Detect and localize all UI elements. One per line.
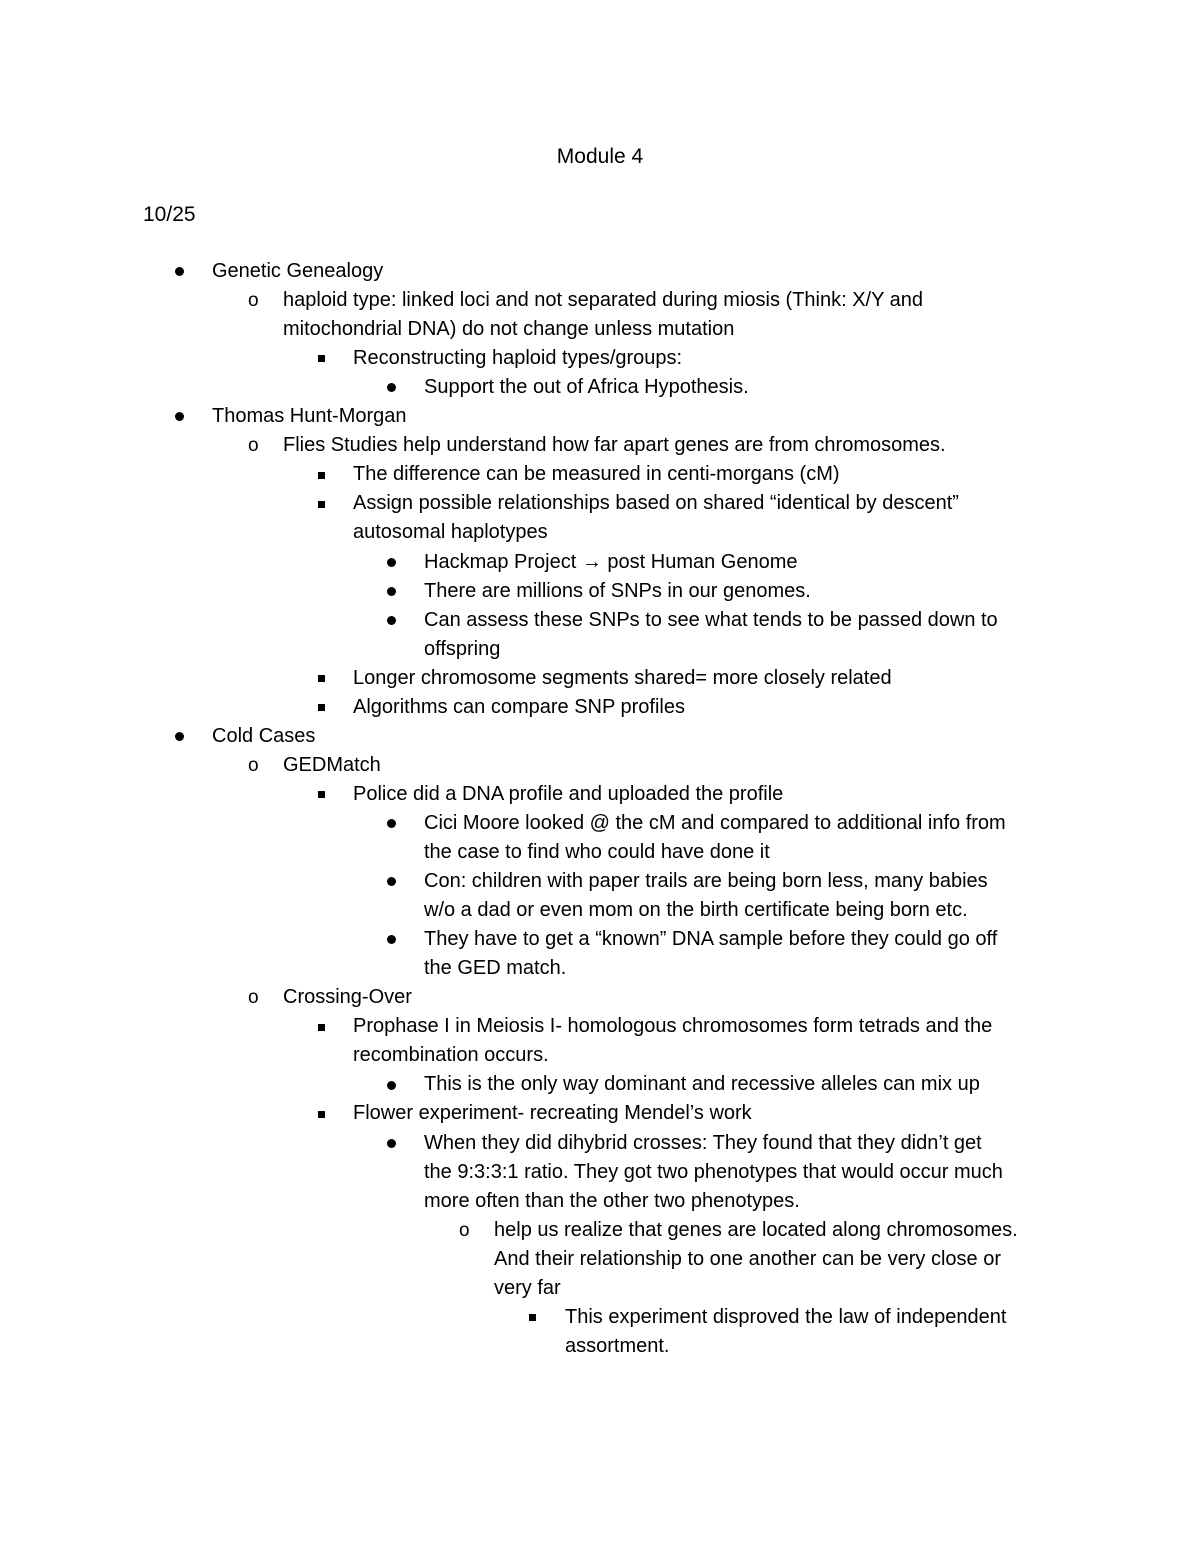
page-title: Module 4 bbox=[556, 145, 644, 168]
outline-line-level-3: Longer chromosome segments shared= more closely related bbox=[353, 666, 892, 689]
outline-line-level-2: Flies Studies help understand how far apart genes are from chromosomes. bbox=[283, 434, 946, 457]
outline-line-level-3: Flower experiment- recreating Mendel’s work bbox=[353, 1102, 752, 1125]
outline-line-level-4: This is the only way dominant and recessive alleles can mix up bbox=[424, 1073, 980, 1096]
bullet-square-icon bbox=[318, 1012, 325, 1041]
outline-line-level-4: Can assess these SNPs to see what tends to be passed down to bbox=[424, 608, 998, 631]
bullet-disc-icon bbox=[175, 722, 184, 751]
bullet-square-icon bbox=[529, 1303, 536, 1332]
bullet-square-icon bbox=[318, 664, 325, 693]
bullet-square-icon bbox=[318, 780, 325, 809]
bullet-disc-icon bbox=[175, 257, 184, 286]
bullet-disc-icon bbox=[387, 1070, 396, 1099]
bullet-circle-icon: o bbox=[459, 1219, 470, 1241]
outline-line-level-4: the 9:3:3:1 ratio. They got two phenotypes that would occur much bbox=[424, 1160, 1003, 1183]
bullet-disc-icon bbox=[387, 809, 396, 838]
outline-line-level-3: Prophase I in Meiosis I- homologous chromosomes form tetrads and the bbox=[353, 1015, 993, 1038]
bullet-square-icon bbox=[318, 1099, 325, 1128]
bullet-square-icon bbox=[318, 344, 325, 373]
outline-line-level-3: The difference can be measured in centi-morgans (cM) bbox=[353, 463, 840, 486]
outline-line-level-4: the case to find who could have done it bbox=[424, 841, 770, 863]
bullet-square-icon bbox=[318, 489, 325, 518]
outline-line-level-2: GEDMatch bbox=[283, 753, 381, 776]
bullet-circle-icon: o bbox=[248, 987, 259, 1009]
date-heading: 10/25 bbox=[143, 203, 196, 226]
bullet-square-icon bbox=[318, 460, 325, 489]
outline-line-level-4: When they did dihybrid crosses: They found that they didn’t get bbox=[424, 1131, 982, 1154]
outline-line-level-4: They have to get a “known” DNA sample before they could go off bbox=[424, 928, 998, 951]
outline-line-level-1: Genetic Genealogy bbox=[212, 260, 384, 282]
outline-line-level-4: w/o a dad or even mom on the birth certificate being born etc. bbox=[424, 899, 968, 922]
outline-line-level-6: This experiment disproved the law of independent bbox=[565, 1305, 1007, 1328]
outline-line-level-4: Cici Moore looked @ the cM and compared to additional info from bbox=[424, 811, 1006, 834]
bullet-disc-icon bbox=[387, 548, 396, 577]
outline-line-level-5: And their relationship to one another can be very close or bbox=[494, 1247, 1001, 1270]
bullet-circle-icon: o bbox=[248, 754, 259, 776]
bullet-disc-icon bbox=[387, 1129, 396, 1158]
outline-line-level-2: Crossing-Over bbox=[283, 986, 412, 1009]
outline-line-level-3: Police did a DNA profile and uploaded the profile bbox=[353, 782, 784, 805]
outline-line-level-3: autosomal haplotypes bbox=[353, 521, 548, 544]
outline-line-level-1: Thomas Hunt-Morgan bbox=[212, 405, 407, 428]
bullet-square-icon bbox=[318, 693, 325, 722]
bullet-disc-icon bbox=[387, 867, 396, 896]
bullet-disc-icon bbox=[175, 402, 184, 431]
outline-line-level-3: Reconstructing haploid types/groups: bbox=[353, 347, 683, 370]
outline-line-level-4: more often than the other two phenotypes. bbox=[424, 1189, 800, 1212]
outline-line-level-4: There are millions of SNPs in our genomes. bbox=[424, 579, 811, 602]
outline-line-level-3: recombination occurs. bbox=[353, 1044, 549, 1067]
outline-line-level-2: haploid type: linked loci and not separated during miosis (Think: X/Y and bbox=[283, 289, 924, 312]
outline-line-level-5: very far bbox=[494, 1276, 561, 1299]
outline-line-level-6: assortment. bbox=[565, 1334, 670, 1357]
outline-line-level-3: Assign possible relationships based on shared “identical by descent” bbox=[353, 492, 959, 515]
outline-line-level-4: the GED match. bbox=[424, 957, 567, 980]
bullet-disc-icon bbox=[387, 925, 396, 954]
outline-line-level-1: Cold Cases bbox=[212, 724, 316, 747]
outline-line-level-4: Support the out of Africa Hypothesis. bbox=[424, 376, 749, 399]
outline-line-level-4: Con: children with paper trails are being born less, many babies bbox=[424, 870, 988, 893]
outline-line-level-4: Hackmap Project → post Human Genome bbox=[424, 550, 798, 573]
outline-line-level-2: mitochondrial DNA) do not change unless mutation bbox=[283, 318, 735, 341]
bullet-circle-icon: o bbox=[248, 290, 259, 312]
outline-line-level-3: Algorithms can compare SNP profiles bbox=[353, 695, 685, 718]
outline-line-level-5: help us realize that genes are located along chromosomes. bbox=[494, 1218, 1018, 1241]
outline-line-level-4: offspring bbox=[424, 637, 501, 660]
bullet-disc-icon bbox=[387, 577, 396, 606]
bullet-circle-icon: o bbox=[248, 435, 259, 457]
bullet-disc-icon bbox=[387, 373, 396, 402]
bullet-disc-icon bbox=[387, 606, 396, 635]
